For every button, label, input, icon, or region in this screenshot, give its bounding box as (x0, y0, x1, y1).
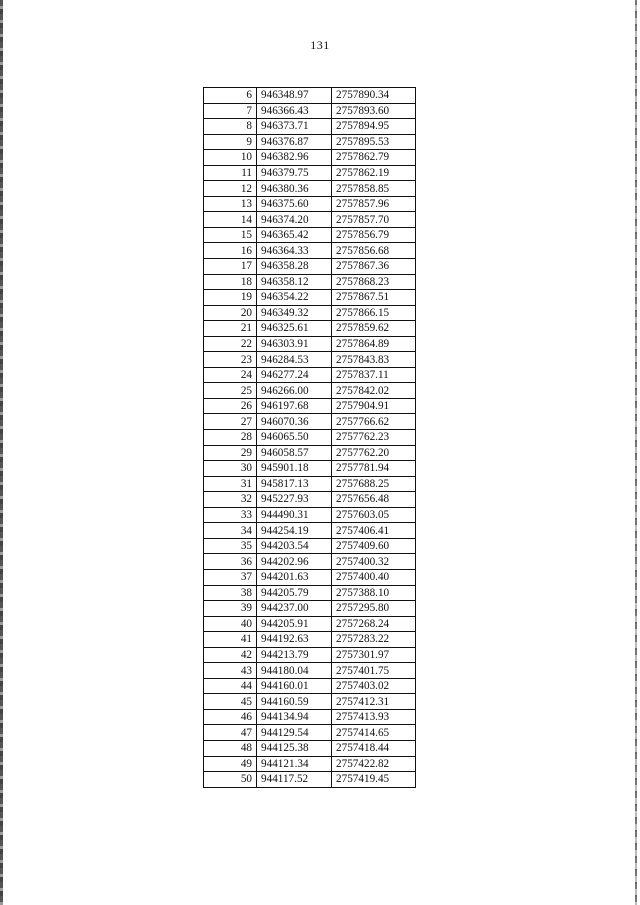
table-row (204, 476, 416, 492)
table-row (204, 445, 416, 461)
y-coordinate-cell: 2757418.44 (332, 740, 416, 756)
x-coordinate-cell: 946348.97 (257, 88, 332, 104)
table-row (204, 601, 416, 617)
x-coordinate-cell: 944192.63 (257, 632, 332, 648)
point-number-cell: 36 (204, 554, 257, 570)
point-number-cell: 25 (204, 383, 257, 399)
table-row (204, 647, 416, 663)
point-number-cell: 49 (204, 756, 257, 772)
x-coordinate-cell: 944121.34 (257, 756, 332, 772)
x-coordinate-cell: 946373.71 (257, 119, 332, 135)
y-coordinate-cell: 2757781.94 (332, 461, 416, 477)
x-coordinate-cell: 946266.00 (257, 383, 332, 399)
y-coordinate-cell: 2757762.20 (332, 445, 416, 461)
y-coordinate-cell: 2757867.51 (332, 290, 416, 306)
x-coordinate-cell: 946058.57 (257, 445, 332, 461)
y-coordinate-cell: 2757859.62 (332, 321, 416, 337)
x-coordinate-cell: 946376.87 (257, 134, 332, 150)
y-coordinate-cell: 2757419.45 (332, 772, 416, 788)
table-row (204, 538, 416, 554)
y-coordinate-cell: 2757867.36 (332, 259, 416, 275)
point-number-cell: 50 (204, 772, 257, 788)
point-number-cell: 34 (204, 523, 257, 539)
table-row (204, 740, 416, 756)
y-coordinate-cell: 2757862.19 (332, 165, 416, 181)
table-row (204, 150, 416, 166)
point-number-cell: 29 (204, 445, 257, 461)
x-coordinate-cell: 944213.79 (257, 647, 332, 663)
point-number-cell: 32 (204, 492, 257, 508)
point-number-cell: 39 (204, 601, 257, 617)
y-coordinate-cell: 2757842.02 (332, 383, 416, 399)
x-coordinate-cell: 946284.53 (257, 352, 332, 368)
point-number-cell: 42 (204, 647, 257, 663)
point-number-cell: 31 (204, 476, 257, 492)
y-coordinate-cell: 2757856.79 (332, 227, 416, 243)
y-coordinate-cell: 2757866.15 (332, 305, 416, 321)
point-number-cell: 23 (204, 352, 257, 368)
table-row (204, 694, 416, 710)
x-coordinate-cell: 946358.28 (257, 259, 332, 275)
point-number-cell: 6 (204, 88, 257, 104)
x-coordinate-cell: 944129.54 (257, 725, 332, 741)
x-coordinate-cell: 944125.38 (257, 740, 332, 756)
y-coordinate-cell: 2757864.89 (332, 336, 416, 352)
y-coordinate-cell: 2757400.40 (332, 569, 416, 585)
point-number-cell: 11 (204, 165, 257, 181)
y-coordinate-cell: 2757894.95 (332, 119, 416, 135)
point-number-cell: 33 (204, 507, 257, 523)
table-row (204, 383, 416, 399)
table-row (204, 352, 416, 368)
table-row (204, 725, 416, 741)
x-coordinate-cell: 944205.79 (257, 585, 332, 601)
y-coordinate-cell: 2757268.24 (332, 616, 416, 632)
point-number-cell: 21 (204, 321, 257, 337)
y-coordinate-cell: 2757422.82 (332, 756, 416, 772)
y-coordinate-cell: 2757414.65 (332, 725, 416, 741)
y-coordinate-cell: 2757388.10 (332, 585, 416, 601)
x-coordinate-cell: 944134.94 (257, 709, 332, 725)
table-row (204, 181, 416, 197)
x-coordinate-cell: 944490.31 (257, 507, 332, 523)
x-coordinate-cell: 946354.22 (257, 290, 332, 306)
y-coordinate-cell: 2757688.25 (332, 476, 416, 492)
table-row (204, 756, 416, 772)
point-number-cell: 37 (204, 569, 257, 585)
table-row (204, 321, 416, 337)
point-number-cell: 45 (204, 694, 257, 710)
table-row (204, 632, 416, 648)
x-coordinate-cell: 946349.32 (257, 305, 332, 321)
point-number-cell: 47 (204, 725, 257, 741)
point-number-cell: 38 (204, 585, 257, 601)
coordinates-table-body (204, 88, 416, 788)
x-coordinate-cell: 946375.60 (257, 196, 332, 212)
table-row (204, 772, 416, 788)
y-coordinate-cell: 2757762.23 (332, 430, 416, 446)
y-coordinate-cell: 2757895.53 (332, 134, 416, 150)
x-coordinate-cell: 946379.75 (257, 165, 332, 181)
table-row (204, 336, 416, 352)
y-coordinate-cell: 2757856.68 (332, 243, 416, 259)
point-number-cell: 35 (204, 538, 257, 554)
point-number-cell: 19 (204, 290, 257, 306)
x-coordinate-cell: 946364.33 (257, 243, 332, 259)
x-coordinate-cell: 946382.96 (257, 150, 332, 166)
point-number-cell: 41 (204, 632, 257, 648)
x-coordinate-cell: 946325.61 (257, 321, 332, 337)
point-number-cell: 24 (204, 367, 257, 383)
table-row (204, 430, 416, 446)
point-number-cell: 44 (204, 678, 257, 694)
table-row (204, 398, 416, 414)
point-number-cell: 10 (204, 150, 257, 166)
y-coordinate-cell: 2757603.05 (332, 507, 416, 523)
point-number-cell: 7 (204, 103, 257, 119)
point-number-cell: 48 (204, 740, 257, 756)
table-row (204, 663, 416, 679)
point-number-cell: 9 (204, 134, 257, 150)
table-row (204, 367, 416, 383)
table-row (204, 492, 416, 508)
y-coordinate-cell: 2757283.22 (332, 632, 416, 648)
point-number-cell: 20 (204, 305, 257, 321)
point-number-cell: 18 (204, 274, 257, 290)
x-coordinate-cell: 944117.52 (257, 772, 332, 788)
x-coordinate-cell: 945817.13 (257, 476, 332, 492)
table-row (204, 243, 416, 259)
y-coordinate-cell: 2757409.60 (332, 538, 416, 554)
table-row (204, 523, 416, 539)
x-coordinate-cell: 946303.91 (257, 336, 332, 352)
x-coordinate-cell: 946365.42 (257, 227, 332, 243)
table-row (204, 461, 416, 477)
y-coordinate-cell: 2757403.02 (332, 678, 416, 694)
table-row (204, 134, 416, 150)
scan-left-edge (0, 0, 3, 905)
table-row (204, 414, 416, 430)
point-number-cell: 40 (204, 616, 257, 632)
y-coordinate-cell: 2757406.41 (332, 523, 416, 539)
y-coordinate-cell: 2757862.79 (332, 150, 416, 166)
point-number-cell: 28 (204, 430, 257, 446)
table-row (204, 585, 416, 601)
table-row (204, 554, 416, 570)
point-number-cell: 13 (204, 196, 257, 212)
x-coordinate-cell: 946358.12 (257, 274, 332, 290)
table-row (204, 227, 416, 243)
y-coordinate-cell: 2757301.97 (332, 647, 416, 663)
x-coordinate-cell: 946366.43 (257, 103, 332, 119)
y-coordinate-cell: 2757858.85 (332, 181, 416, 197)
table-row (204, 103, 416, 119)
y-coordinate-cell: 2757400.32 (332, 554, 416, 570)
point-number-cell: 46 (204, 709, 257, 725)
coordinates-table (203, 87, 416, 788)
y-coordinate-cell: 2757766.62 (332, 414, 416, 430)
y-coordinate-cell: 2757857.70 (332, 212, 416, 228)
table-row (204, 88, 416, 104)
table-row (204, 290, 416, 306)
table-row (204, 196, 416, 212)
y-coordinate-cell: 2757904.91 (332, 398, 416, 414)
scan-right-edge (635, 0, 637, 905)
x-coordinate-cell: 946380.36 (257, 181, 332, 197)
x-coordinate-cell: 945901.18 (257, 461, 332, 477)
point-number-cell: 16 (204, 243, 257, 259)
y-coordinate-cell: 2757890.34 (332, 88, 416, 104)
point-number-cell: 15 (204, 227, 257, 243)
point-number-cell: 8 (204, 119, 257, 135)
table-row (204, 678, 416, 694)
table-row (204, 305, 416, 321)
point-number-cell: 22 (204, 336, 257, 352)
x-coordinate-cell: 944201.63 (257, 569, 332, 585)
table-row (204, 709, 416, 725)
y-coordinate-cell: 2757412.31 (332, 694, 416, 710)
table-row (204, 212, 416, 228)
point-number-cell: 12 (204, 181, 257, 197)
x-coordinate-cell: 944180.04 (257, 663, 332, 679)
x-coordinate-cell: 944254.19 (257, 523, 332, 539)
y-coordinate-cell: 2757843.83 (332, 352, 416, 368)
y-coordinate-cell: 2757413.93 (332, 709, 416, 725)
x-coordinate-cell: 946197.68 (257, 398, 332, 414)
x-coordinate-cell: 944203.54 (257, 538, 332, 554)
x-coordinate-cell: 946065.50 (257, 430, 332, 446)
x-coordinate-cell: 946374.20 (257, 212, 332, 228)
y-coordinate-cell: 2757893.60 (332, 103, 416, 119)
x-coordinate-cell: 944237.00 (257, 601, 332, 617)
point-number-cell: 27 (204, 414, 257, 430)
point-number-cell: 43 (204, 663, 257, 679)
y-coordinate-cell: 2757868.23 (332, 274, 416, 290)
y-coordinate-cell: 2757401.75 (332, 663, 416, 679)
table-row (204, 569, 416, 585)
table-row (204, 259, 416, 275)
point-number-cell: 30 (204, 461, 257, 477)
table-row (204, 274, 416, 290)
table-row (204, 119, 416, 135)
x-coordinate-cell: 944160.01 (257, 678, 332, 694)
x-coordinate-cell: 944160.59 (257, 694, 332, 710)
y-coordinate-cell: 2757295.80 (332, 601, 416, 617)
x-coordinate-cell: 945227.93 (257, 492, 332, 508)
x-coordinate-cell: 944202.96 (257, 554, 332, 570)
point-number-cell: 14 (204, 212, 257, 228)
table-row (204, 616, 416, 632)
x-coordinate-cell: 946277.24 (257, 367, 332, 383)
point-number-cell: 26 (204, 398, 257, 414)
x-coordinate-cell: 946070.36 (257, 414, 332, 430)
table-row (204, 507, 416, 523)
page-number: 131 (310, 38, 330, 52)
y-coordinate-cell: 2757656.48 (332, 492, 416, 508)
y-coordinate-cell: 2757857.96 (332, 196, 416, 212)
table-row (204, 165, 416, 181)
x-coordinate-cell: 944205.91 (257, 616, 332, 632)
point-number-cell: 17 (204, 259, 257, 275)
y-coordinate-cell: 2757837.11 (332, 367, 416, 383)
